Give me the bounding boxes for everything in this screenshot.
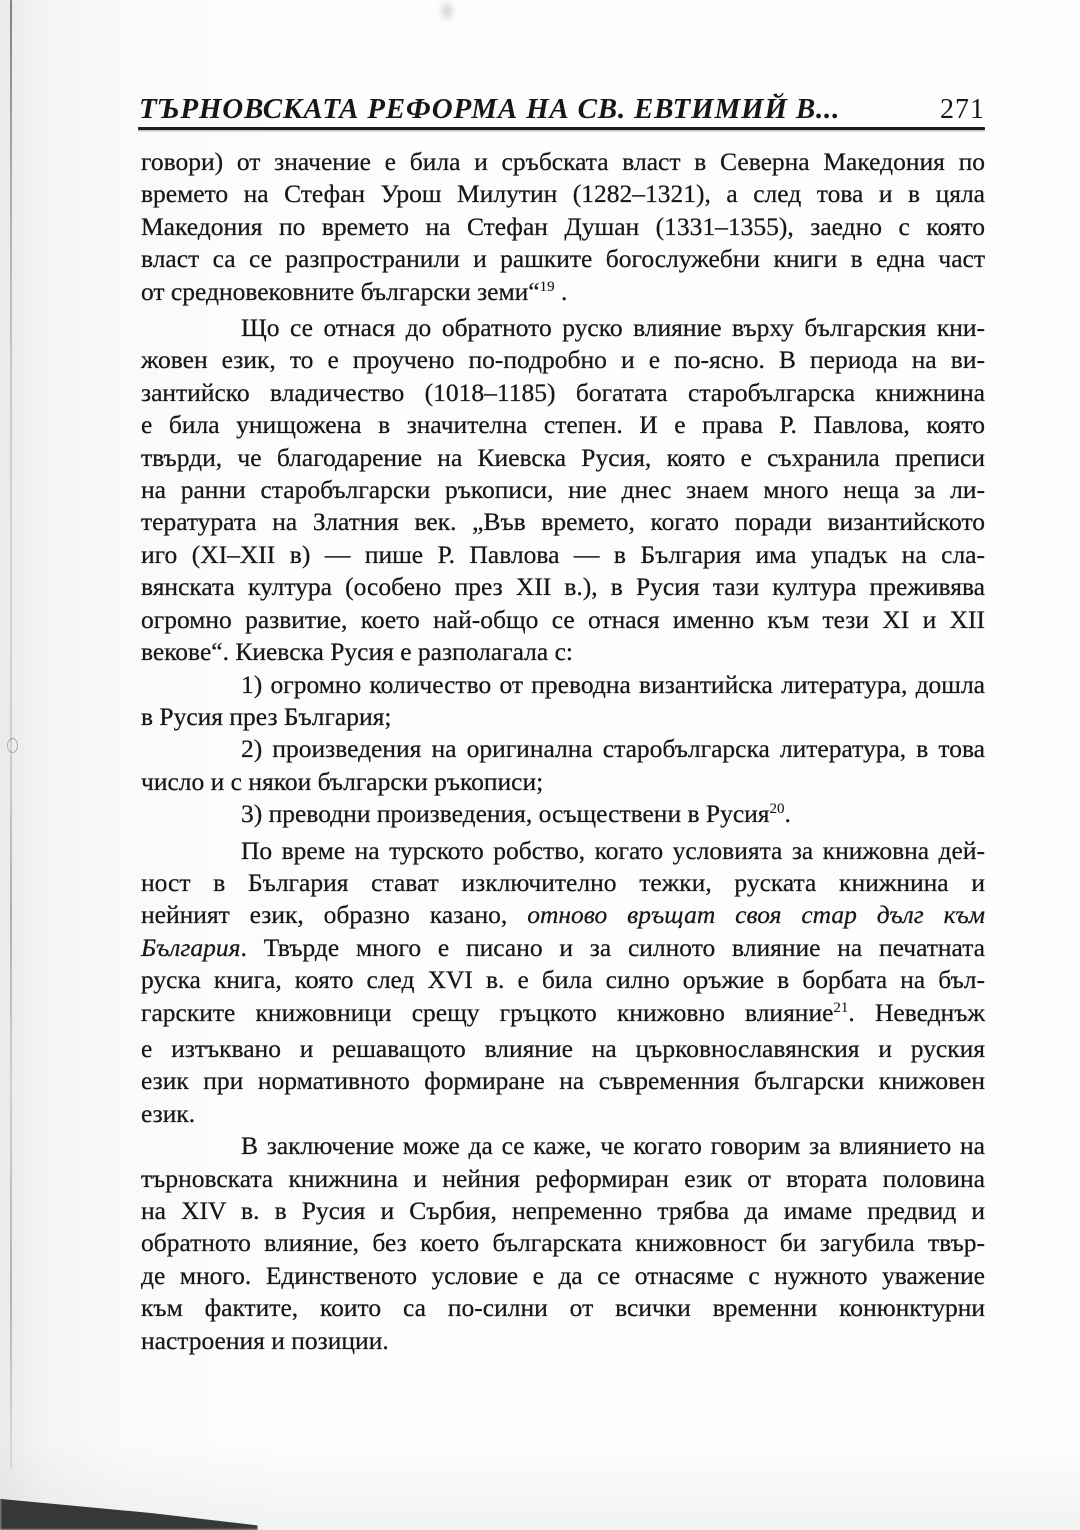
text-line	[141, 636, 985, 668]
text-segment: Що се отнася до обратното руско влияние върху българския кни-	[241, 313, 985, 343]
text-segment: език.	[141, 1098, 196, 1128]
text-segment: от средновековните български земи“	[141, 276, 540, 306]
text-segment: векове“. Киевска Русия е разполагала с:	[141, 637, 573, 667]
text-line	[141, 899, 985, 931]
text-segment: е била унищожена в значителна степен. И е права Р. Павлова, която	[141, 410, 985, 440]
text-segment: нейният език, образно казано,	[141, 900, 528, 930]
page-number: 271	[940, 94, 985, 125]
text-line	[141, 1065, 985, 1097]
text-line	[141, 964, 985, 996]
footnote-ref: 20	[769, 801, 785, 818]
text-segment: . Неведнъж	[848, 997, 986, 1027]
text-line	[141, 997, 985, 1033]
text-line	[141, 409, 985, 441]
text-segment: число и с някои български ръкописи;	[141, 766, 544, 796]
text-segment: отново връщат своя стар дълг към	[527, 900, 986, 930]
text-line	[141, 1292, 985, 1324]
text-segment: жовен език, то е проучено по-подробно и е по-ясно. В периода на ви-	[141, 345, 985, 375]
text-line	[141, 1260, 985, 1292]
text-segment: По време на турското робство, когато условията за книжовна дей-	[241, 835, 985, 865]
text-segment: обратното влияние, без което българската книжовност би загубила твър-	[141, 1228, 985, 1258]
text-line	[141, 571, 985, 603]
text-segment: говори) от значение е била и сръбската власт в Северна Македония по	[141, 147, 985, 176]
text-line	[141, 442, 985, 474]
page-body-text	[141, 146, 985, 1357]
text-line	[141, 1033, 985, 1065]
footnote-ref: 19	[539, 278, 555, 295]
text-line	[141, 178, 985, 210]
text-segment: 2) произведения на оригинална старобългарска литература, в това	[241, 734, 985, 764]
text-segment: иго (XI–XII в) — пише Р. Павлова — в България има упадък на сла-	[141, 539, 985, 569]
text-line	[141, 733, 985, 765]
text-segment: настроения и позиции.	[141, 1325, 389, 1355]
text-segment: гарските книжовници срещу гръцкото книжовно влияние	[141, 997, 834, 1027]
text-segment: търновската книжнина и нейния реформиран език от втората половина	[141, 1163, 985, 1193]
text-segment: твърди, че благодарение на Киевска Русия, която е съхранила преписи	[141, 442, 985, 472]
text-line	[141, 312, 985, 344]
text-line	[141, 344, 985, 376]
text-line	[141, 1098, 985, 1130]
text-segment: руска книга, която след XVI в. е била силно оръжие в борбата на бъл-	[141, 965, 985, 995]
text-line	[141, 243, 985, 275]
text-segment: език при нормативното формиране на съвременния български книжовен	[141, 1066, 985, 1096]
running-header-title: ТЪРНОВСКАТА РЕФОРМА НА СВ. ЕВТИМИЙ В...	[139, 93, 841, 125]
text-segment: ност в България стават изключително тежки, руската книжнина и	[141, 867, 985, 897]
text-line	[141, 276, 985, 312]
text-segment: 3) преводни произведения, осъществени в Русия	[241, 799, 770, 829]
text-segment: огромно развитие, което най-общо се отнася именно към тези XI и XII	[141, 604, 985, 634]
scan-corner-shadow	[0, 1492, 258, 1530]
header-rule	[138, 127, 985, 130]
text-segment: към фактите, които са по-силни от всички временни конюнктурни	[141, 1293, 985, 1323]
text-segment: вянската култура (особено през XII в.), в Русия тази култура преживява	[141, 572, 985, 602]
text-line	[141, 701, 985, 733]
text-segment: времето на Стефан Урош Милутин (1282–1321), а след това и в цяла	[141, 179, 985, 209]
scan-edge-line	[10, 0, 12, 1470]
text-line	[141, 1227, 985, 1259]
text-segment: на ранни старобългарски ръкописи, ние днес знаем много неща за ли-	[141, 475, 985, 505]
text-segment: в Русия през България;	[141, 701, 392, 731]
text-line	[141, 146, 985, 178]
text-line	[141, 1325, 985, 1357]
text-line	[141, 604, 985, 636]
text-segment: власт са се разпространили и рашките богослужебни книги в една част	[141, 244, 985, 274]
text-line	[141, 377, 985, 409]
text-line	[141, 1195, 985, 1227]
text-segment: . Твърде много е писано и за силното влияние на печатната	[240, 932, 985, 962]
text-line	[141, 835, 985, 867]
text-segment: България	[141, 932, 241, 962]
scan-edge-mark	[7, 738, 18, 753]
scan-smudge	[441, 3, 453, 19]
text-line	[141, 932, 985, 964]
text-line	[141, 1163, 985, 1195]
text-segment: де много. Единственото условие е да се отнасяме с нужното уважение	[141, 1260, 985, 1290]
text-segment: е изтъквано и решаващото влияние на църковнославянския и руския	[141, 1033, 985, 1063]
text-line	[141, 539, 985, 571]
text-line	[141, 867, 985, 899]
text-line	[141, 211, 985, 243]
text-segment: тературата на Златния век. „Във времето, когато поради византийското	[141, 507, 985, 537]
text-segment: на XIV в. в Русия и Сърбия, непременно трябва да имаме предвид и	[141, 1196, 985, 1225]
text-segment: Македония по времето на Стефан Душан (1331–1355), заедно с която	[141, 211, 985, 241]
text-segment: зантийско владичество (1018–1185) богатата старобългарска книжнина	[141, 377, 985, 407]
text-segment: 1) огромно количество от преводна византийска литература, дошла	[241, 669, 985, 699]
text-line	[141, 1130, 985, 1162]
running-header	[139, 93, 985, 126]
footnote-ref: 21	[833, 999, 849, 1016]
text-segment: .	[784, 799, 791, 829]
text-segment: .	[554, 276, 568, 306]
text-line	[141, 474, 985, 506]
text-line	[141, 798, 985, 834]
text-line	[141, 506, 985, 538]
text-segment: В заключение може да се каже, че когато говорим за влиянието на	[241, 1131, 985, 1161]
text-line	[141, 766, 985, 798]
text-line	[141, 669, 985, 701]
